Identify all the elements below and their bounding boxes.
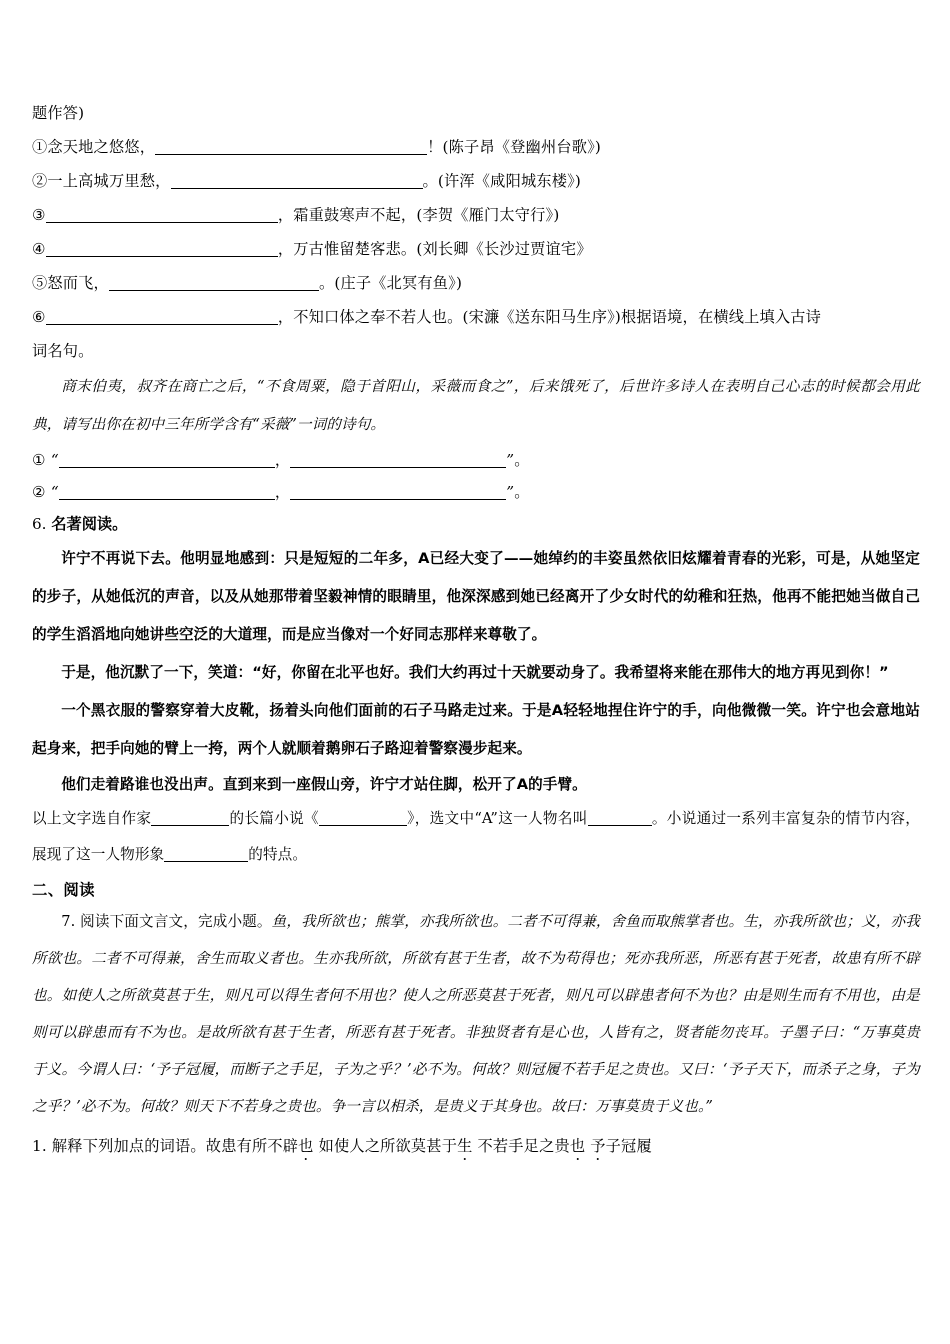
term-char: 故 [205,1137,222,1155]
term-char: 甚 [426,1137,442,1155]
boyi-paragraph: 商末伯夷，叔齐在商亡之后，“不食周粟，隐于首阳山，采薇而食之”，后来饿死了，后世许多诗人在表明自己心志的时候都会用此典，请写出你在初中三年所学含有“采薇”一词的诗句。 [32,378,920,433]
section-2-heading: 二、阅读 [32,881,95,899]
poetry-blank-line-6-continuation: 词名句。 [32,342,94,360]
term-char: 予 [590,1137,606,1155]
term-char: 辟 [282,1137,299,1155]
term-char: 足 [523,1137,540,1155]
answer-blank[interactable] [155,139,427,155]
marker: ④ [32,240,46,258]
poetry-blank-line-1 [32,130,920,164]
poetry-blank-line-3 [32,198,920,232]
poetry-blank-line-2 [32,164,920,198]
lead-fragment: 题作答) [32,104,85,122]
title-blank[interactable] [319,810,407,826]
answer-blank[interactable] [171,173,423,189]
poetry-blank-line-5 [32,266,920,300]
term-char: 若 [492,1137,509,1155]
term-char: 欲 [395,1137,411,1155]
answer-blank[interactable] [109,275,319,291]
term-1 [206,1137,314,1155]
term-char: 冠 [621,1137,637,1155]
term-char: 人 [349,1137,365,1155]
text-after: ，不知口体之奉不若人也。(宋濂《送东阳马生序》)根据语境，在横线上填入古诗 [277,308,822,326]
term-char: 履 [636,1137,652,1155]
answer-blank[interactable] [46,241,278,257]
novel-paragraph-1: 许宁不再说下去。他明显地感到：只是短短的二年多，A已经大变了——她绰约的丰姿虽然依旧炫耀着青春的光彩，可是，从她坚定的步子，从她低沉的声音，以及从她那带着坚毅神情的眼睛里，他深深感到她已经离开了少女时代的幼稚和狂热，他再不能把她当做自己的学生滔滔地向她讲些空泛的大道理，而是应当像对一个好同志那样来尊敬了。 [32,550,920,643]
marker: ② [32,483,46,501]
text-after: ，霜重鼓寒声不起，(李贺《雁门太守行》) [277,206,560,224]
question-title: 名著阅读。 [51,515,128,533]
novel-paragraph-3: 一个黑衣服的警察穿着大皮靴，扬着头向他们面前的石子马路走过来。于是A轻轻地捏住许宁的手，向他微微一笑。许宁也会意地站起身来，把手向她的臂上一挎，两个人就顺着鹅卵石子路迎着警察漫步起来。 [32,702,920,757]
term-char: 生 [457,1137,473,1155]
answer-blank[interactable] [290,484,506,500]
text-after: ，万古惟留楚客悲。(刘长卿《长沙过贾谊宅》 [277,240,592,258]
answer-blank[interactable] [59,484,275,500]
marker: ⑤ [32,274,48,292]
subquestion-prompt: 解释下列加点的词语。 [51,1137,206,1155]
term-char: 贵 [554,1137,570,1155]
term-char: 莫 [410,1137,427,1155]
marker: ① [32,138,48,156]
term-char: 所 [380,1137,396,1155]
term-char: 不 [267,1137,283,1155]
marker: ③ [32,206,46,224]
author-blank[interactable] [151,810,229,826]
text-after: 。(许浑《咸阳城东楼》) [422,172,582,190]
term-char: 于 [441,1137,458,1155]
term-char: 也 [569,1137,586,1155]
question-stem: 阅读下面文言文，完成小题。 [80,913,272,930]
term-char: 有 [236,1137,252,1155]
text-after: 。(庄子《北冥有鱼》) [318,274,463,292]
period: 。 [514,451,530,469]
term-3 [478,1137,586,1155]
open-quote: “ [50,483,59,501]
comma: ， [274,483,291,501]
source-text-2: 的长篇小说《 [229,810,319,827]
subquestion-1 [32,1129,920,1163]
term-char: 使 [333,1137,350,1155]
close-quote: ” [506,483,515,501]
period: 。 [514,483,530,501]
poetry-blank-line-6 [32,300,920,334]
question-7-passage [32,903,920,1125]
source-text-1: 以上文字选自作家 [32,810,152,827]
poetry-blank-line-4 [32,232,920,266]
term-char: 也 [298,1137,314,1155]
question-number: 6. [32,515,47,533]
term-char: 手 [508,1137,524,1155]
close-quote: ” [506,451,515,469]
term-char: 如 [318,1137,334,1155]
source-text-5: 的特点。 [248,846,308,863]
trait-blank[interactable] [164,846,248,862]
text-before: 念天地之悠悠， [47,138,156,156]
term-char: 所 [251,1137,268,1155]
quote-blank-line-1 [32,444,920,476]
answer-blank[interactable] [290,452,506,468]
comma: ， [274,451,291,469]
question-number: 7. [61,913,76,930]
term-char: 子 [605,1137,622,1155]
text-after: ！(陈子昂《登幽州台歌》) [427,138,602,156]
marker: ⑥ [32,308,46,326]
question-6-heading [32,508,920,540]
quote-blank-line-2 [32,476,920,508]
subquestion-number: 1. [32,1137,47,1155]
open-quote: “ [50,451,59,469]
answer-blank[interactable] [46,207,278,223]
source-text-3: 》，选文中“A”这一人物名叫 [406,810,588,827]
term-4 [590,1137,652,1155]
term-2 [319,1137,473,1155]
novel-paragraph-4: 他们走着路谁也没出声。直到来到一座假山旁，许宁才站住脚，松开了A的手臂。 [61,776,587,793]
classical-text: 鱼，我所欲也；熊掌，亦我所欲也。二者不可得兼，舍鱼而取熊掌者也。生，亦我所欲也；义，亦我所欲也。二者不可得兼，舍生而取义者也。生亦我所欲，所欲有甚于生者，故不为苟得也；死亦我所恶，所恶有甚于死者，故患有所不辟也。如使人之所欲莫甚于生，则凡可以得生者何不用也？使人之所恶莫甚于死者，则凡可以辟患者何不为也？由是则生而有不用也，由是则可以辟患而有不为也。是故所欲有甚于生者，所恶有甚于死者。非独贤者有是心也，人皆有之，贤者能勿丧耳。子墨子曰：“万事莫贵于义。今谓人曰：‘予子冠履，而断子之手足，子为之乎？’必不为。何故？则冠履不若手足之贵也。又曰：‘予子天下，而杀子之身，子为之乎？’必不为。何故？则天下不若身之贵也。争一言以相杀，是贵义于其身也。故曰：万事莫贵于义也。” [32,913,920,1115]
answer-blank[interactable] [59,452,275,468]
term-char: 不 [477,1137,493,1155]
text-before: 一上高城万里愁， [47,172,171,190]
text-before: 怒而飞， [47,274,109,292]
source-question [32,801,920,873]
term-char: 之 [364,1137,381,1155]
source-text-4: 。小说通过一系列丰富复杂的情节内容，展现了这一人物形象 [32,810,920,863]
term-char: 患 [221,1137,237,1155]
marker: ① [32,451,46,469]
marker: ② [32,172,48,190]
novel-paragraph-2: 于是，他沉默了一下，笑道：“好，你留在北平也好。我们大约再过十天就要动身了。我希望将来能在那伟大的地方再见到你！” [61,664,889,681]
character-name-blank[interactable] [588,810,652,826]
term-char: 之 [539,1137,555,1155]
answer-blank[interactable] [46,309,278,325]
